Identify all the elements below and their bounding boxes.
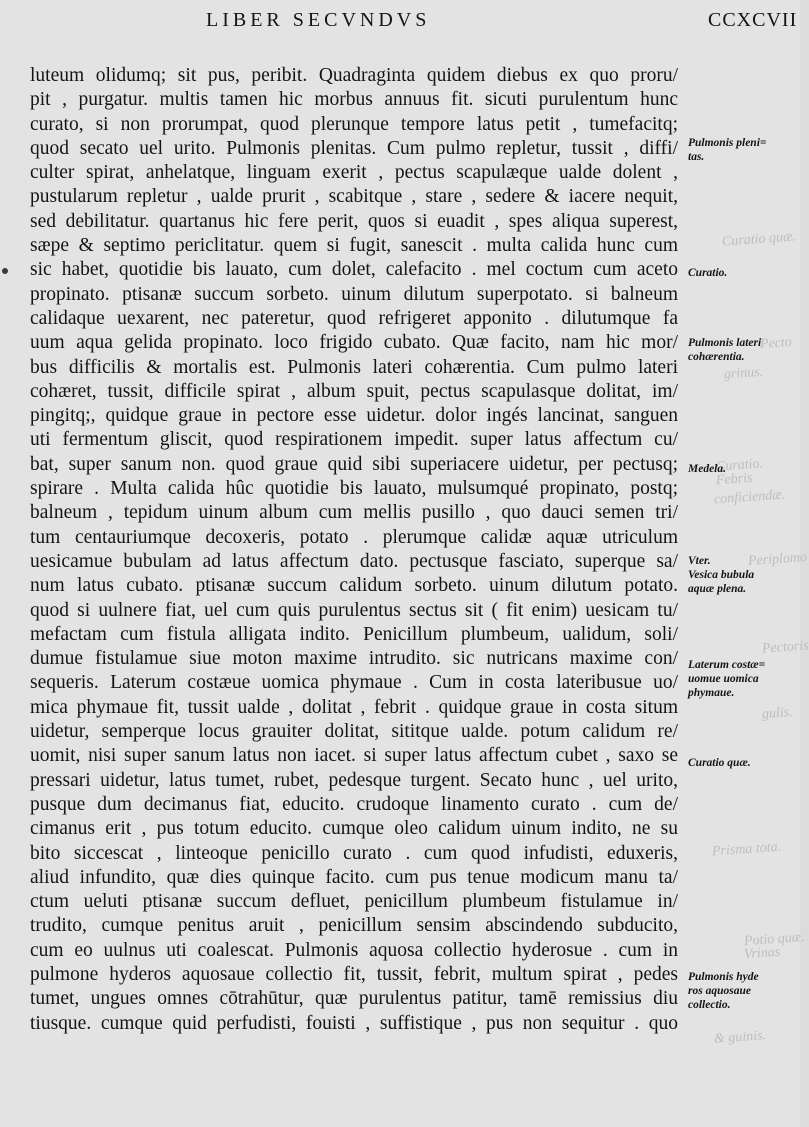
text-line: luteum olidumq; sit pus, peribit. Quadraginta quidem diebus ex quo proru/ [30, 65, 678, 86]
marginal-note [688, 658, 796, 700]
marginal-note-line: Curatio quæ. [688, 757, 751, 769]
text-line: uti fermentum gliscit, quod respirationem impedit. super latus affectum cu/ [30, 429, 678, 451]
marginal-note [688, 462, 796, 476]
text-line: bat, super sanum non. quod graue quid sibi superiacere uidetur, per pectusq; [30, 453, 678, 475]
text-line: pit , purgatur. multis tamen hic morbus annuus fit. sicuti purulentum hunc [30, 89, 678, 111]
text-line: mefactam cum fistula alligata indito. Penicillum plumbeum, ualidum, soli/ [30, 623, 678, 645]
text-line: pressari uidetur, latus tumet, rubet, pedesque turgent. Secato hunc , uel urito, [30, 769, 678, 791]
bleed-text: Vrinas [743, 944, 781, 963]
text-line: uidetur, semperque locus grauiter dolitat, sititque ualde. potum calidum re/ [30, 721, 678, 743]
text-line: mica phymaue fit, tussit ualde , dolitat , febrit . quidque graue in costa situm [30, 696, 678, 718]
text-line: cum eo uulnus uti coalescat. Pulmonis aquosa collectio hyderosue . cum in [30, 939, 678, 961]
marginal-note [688, 554, 796, 596]
text-line: ctum ueluti ptisanæ succum defluet, penicillum plumbeum fistulamue in/ [30, 891, 678, 913]
text-line: tumet, ungues omnes cōtrahūtur, quæ purulentus patitur, tamē remissius diu [30, 988, 678, 1010]
text-line: sed debilitatur. quartanus hic fere perit, quos si euadit , spes aliqua superest, [30, 210, 678, 232]
text-line: quod si uulnere fiat, uel cum quis purulentus sectus sit ( fit enim) uesicam tu/ [30, 599, 678, 621]
main-text-block [30, 64, 678, 1036]
text-line: aliud infundito, quæ dies quinque facito. cum pus tenue modicum manu ta/ [30, 866, 678, 888]
folio-number: CCXCVII [708, 9, 798, 31]
bleed-text: Pectoris [761, 638, 809, 657]
marginal-note-line: ros aquosaue [688, 985, 751, 997]
bleed-text: Curatio quæ. [721, 229, 797, 250]
marginal-note-line: collectio. [688, 999, 731, 1011]
text-line: pustularum repletur , ualde prurit , scabitque , stare , sedere & iacere nequit, [30, 186, 678, 208]
marginal-note-line: cohærentia. [688, 351, 745, 363]
marginal-note-line: tas. [688, 151, 705, 163]
text-line: tum centauriumque decoxeris, potato . plerumque calidæ aquæ utriculum [30, 526, 678, 548]
ink-dot [2, 268, 8, 274]
marginal-note-line: Pulmonis pleni= [688, 137, 767, 149]
text-line: curato, si non prorumpat, quod plerunque tempore latus petit , tumefacitq; [30, 113, 678, 135]
marginal-note-line: aquæ plena. [688, 583, 747, 595]
text-line: sequeris. Laterum costæue uomica phymaue . Cum in costa lateribusue uo/ [30, 672, 678, 694]
marginal-note-line: Laterum costæ= [688, 659, 766, 671]
marginal-note-line: phymaue. [688, 687, 735, 699]
text-line: uum aqua gelida propinato. loco frigido cubato. Quæ facito, nam hic mor/ [30, 332, 678, 354]
text-line: uomit, nisi super sanum latus non iacet. si super latus affectum cubet , saxo se [30, 745, 678, 767]
marginal-note [688, 136, 796, 164]
bleed-text: Periplomo [747, 549, 808, 570]
bleed-text: Curatio. [715, 456, 764, 475]
text-line: uesicamue bubulam ad latus affectum dato. pectusque fasciato, superque sa/ [30, 550, 678, 572]
bleed-text: grinus. [723, 364, 764, 383]
text-line: bus difficilis & mortalis est. Pulmonis lateri cohærentia. Cum pulmo lateri [30, 356, 678, 378]
bleed-text: gulis. [761, 704, 794, 723]
text-line: num latus cubato. ptisanæ succum calidum sorbeto. uinum dilutum potato. [30, 575, 678, 597]
text-line: bito siccescat , linteoque penicillo curato . cum quod infudisti, eduxeris, [30, 842, 678, 864]
marginal-note-line: Curatio. [688, 267, 728, 279]
text-line: dumue fistulamue siue moton maxime intrudito. sic nutricans maxime con/ [30, 648, 678, 670]
text-line: pulmone hyderos aquosaue collectio fit, tussit, febrit, multum spirat , pedes [30, 963, 678, 985]
marginal-note [688, 266, 796, 280]
bleed-text: conficiendæ. [713, 487, 786, 508]
text-line: pingitq;, quidque graue in pectore esse uidetur. dolor ingés lancinat, sanguen [30, 405, 678, 427]
bleed-text: Pecto [759, 334, 793, 353]
text-line: balneum , tepidum uinum album cum mellis pusillo , quo dauci semen tri/ [30, 502, 678, 524]
text-line: culter spirat, anhelatque, linguam exerit , pectus scapulæque ualde dolent , [30, 162, 678, 184]
bleed-text: Potio quæ. [743, 929, 806, 950]
text-line: trudito, cumque penitus aruit , penicillum sensim abscindendo subducito, [30, 915, 678, 937]
text-line: cimanus erit , pus totum educito. cumque oleo calidum uinum indito, ne su [30, 818, 678, 840]
text-line: sic habet, quotidie bis lauato, cum dolet, calefacito . mel coctum cum aceto [30, 259, 678, 281]
marginal-note [688, 336, 796, 364]
bleed-text: Prisma tota. [711, 839, 782, 860]
text-line: cohæret, tussit, difficile spirat , album spuit, pectus scapulasque dolitat, im/ [30, 380, 678, 402]
marginal-note-line: Vter. [688, 555, 711, 567]
text-line: spirare . Multa calida hûc quotidie bis lauato, mulsumqué propinato, postq; [30, 478, 678, 500]
text-line: sæpe & septimo periclitatur. quem si fugit, sanescit . multa calida hunc cum [30, 235, 678, 257]
text-line: propinato. ptisanæ succum sorbeto. uinum dilutum superpotato. si balneum [30, 283, 678, 305]
marginal-note-line: Pulmonis hyde [688, 971, 759, 983]
running-head: LIBER SECVNDVS [206, 9, 431, 31]
marginal-note-line: Pulmonis lateri [688, 337, 762, 349]
marginal-note-line: Vesica bubula [688, 569, 755, 581]
marginal-note [688, 970, 796, 1012]
text-line: quod secato uel urito. Pulmonis plenitas. Cum pulmo repletur, tussit , diffi/ [30, 137, 678, 159]
marginal-note [688, 756, 796, 770]
marginal-note-line: uomue uomica [688, 673, 759, 685]
text-line: calidaque uexarent, nec pateretur, quod refrigeret apponito . dilutumque fa [30, 307, 678, 329]
marginal-note-line: Medela. [688, 463, 727, 475]
text-line: tiusque. cumque quid perfudisti, fouisti , suffistique , pus non sequitur . quo [30, 1012, 678, 1034]
text-line: pusque dum decimanus fiat, educito. crudoque linamento curato . cum de/ [30, 793, 678, 815]
bleed-text: Febris [715, 470, 754, 489]
bleed-text: & guinis. [713, 1028, 767, 1047]
